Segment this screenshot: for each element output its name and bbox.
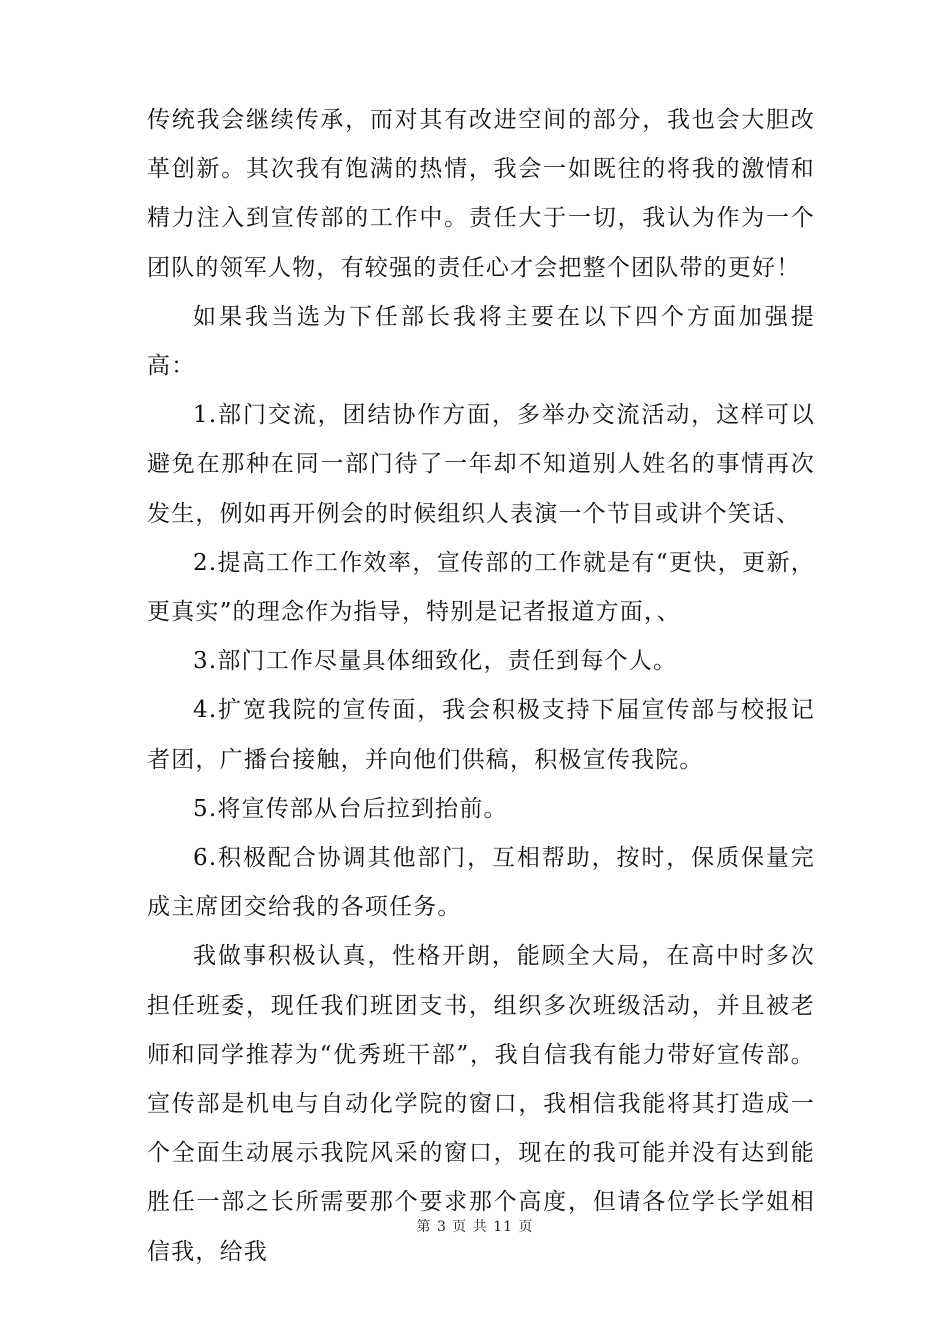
paragraph-self-introduction: 我做事积极认真，性格开朗，能顾全大局，在高中时多次担任班委，现任我们班团支书，组织多次班级活动，并且被老师和同学推荐为“优秀班干部”，我自信我有能力带好宣传部。宣传部是机电与自动化学院的窗口，我相信我能将其打造成一个全面生动展示我院风采的窗口，现在的我可能并没有达到能胜任一部之长所需要那个要求那个高度，但请各位学长学姐相信我，给我 bbox=[147, 943, 815, 1265]
paragraph-continuation: 传统我会继续传承，而对其有改进空间的部分，我也会大胆改革创新。其次我有饱满的热情，我会一如既往的将我的激情和精力注入到宣传部的工作中。责任大于一切，我认为作为一个团队的领军人物，有较强的责任心才会把整个团队带的更好！ bbox=[147, 107, 815, 281]
list-item-4: 4.扩宽我院的宣传面，我会积极支持下届宣传部与校报记者团，广播台接触，并向他们供稿，积极宣传我院。 bbox=[147, 697, 815, 773]
list-item-1: 1.部门交流，团结协作方面，多举办交流活动，这样可以避免在那种在同一部门待了一年却不知道别人姓名的事情再次发生，例如再开例会的时候组织人表演一个节目或讲个笑话、 bbox=[147, 402, 815, 527]
paragraph-intro-plan: 如果我当选为下任部长我将主要在以下四个方面加强提高： bbox=[147, 303, 815, 380]
list-item-2: 2.提高工作工作效率，宣传部的工作就是有“更快，更新，更真实”的理念作为指导，特别是记者报道方面，、 bbox=[147, 549, 815, 626]
document-body bbox=[147, 96, 815, 1277]
page-number-footer: 第 3 页 共 11 页 bbox=[416, 1219, 534, 1235]
list-item-6: 6.积极配合协调其他部门，互相帮助，按时，保质保量完成主席团交给我的各项任务。 bbox=[147, 845, 815, 921]
list-item-5: 5.将宣传部从台后拉到抬前。 bbox=[193, 795, 508, 822]
list-item-3: 3.部门工作尽量具体细致化，责任到每个人。 bbox=[193, 648, 678, 675]
